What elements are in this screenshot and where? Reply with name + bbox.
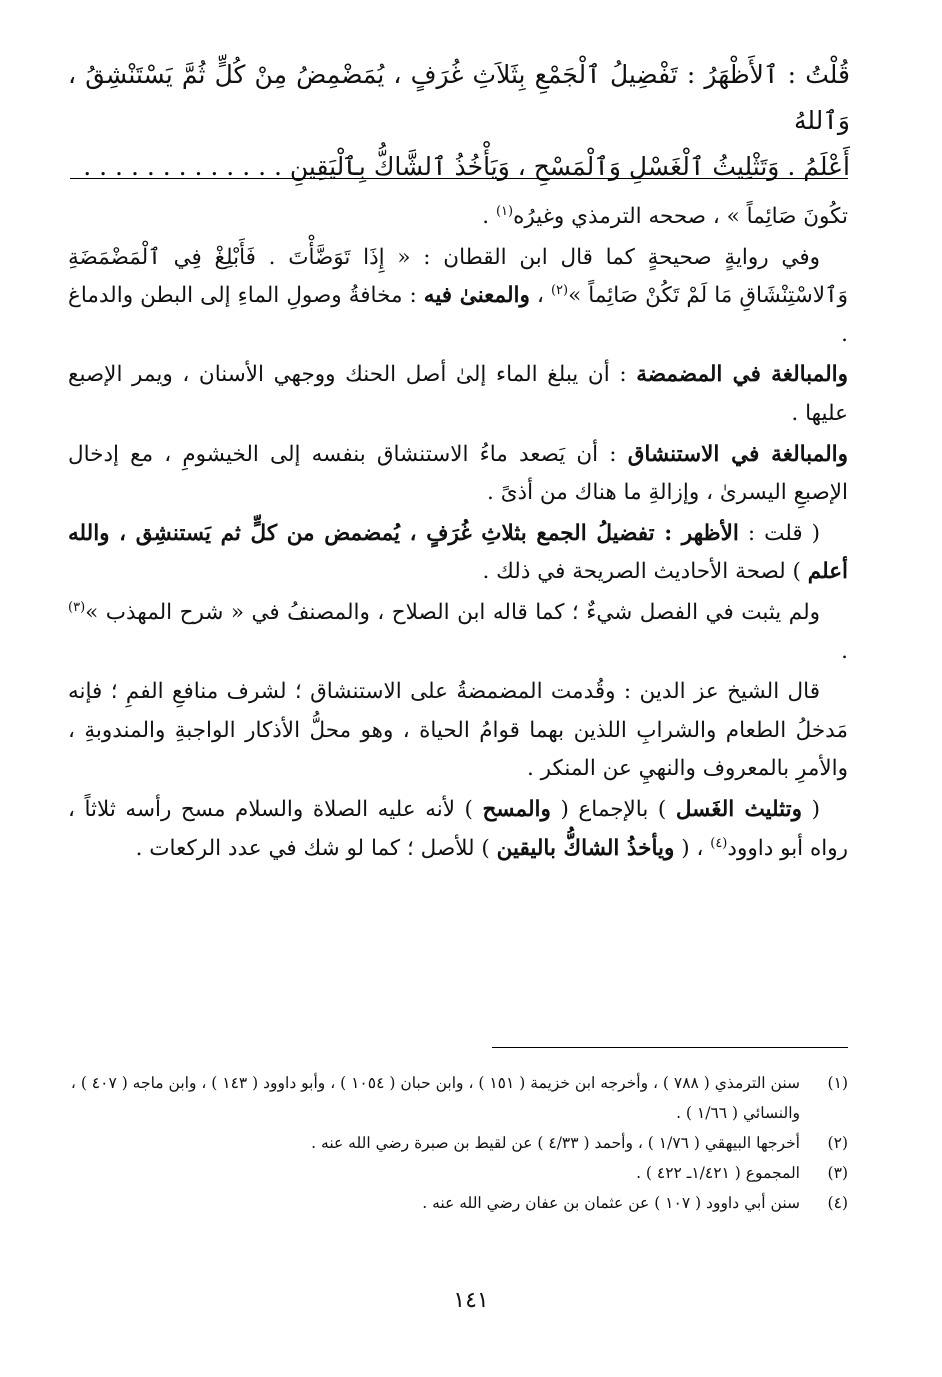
commentary-paragraph-7: قال الشيخ عز الدين : وقُدمت المضمضةُ على الاستنشاق ؛ لشرف منافعِ الفمِ ؛ فإنه مَدخلُ الطعام والشرابِ اللذين بهما قوامُ الحياة ، وهو محلُّ الأذكار الواجبةِ والمندوبةِ ، والأمرِ بالمعروف والنهيِ عن المنكر . bbox=[68, 679, 848, 782]
quoted-main-text: الأظهر : تفضيلُ الجمع بثلاثِ غُرَفٍ ، يُمضمض من كلٍّ ثم يَستنشِق ، والله أعلم bbox=[68, 520, 848, 585]
footnote-item bbox=[70, 1158, 848, 1188]
footnote-number: (٤) bbox=[827, 1194, 848, 1212]
footnote-number: (٣) bbox=[827, 1164, 848, 1182]
main-text-line-2: أَعْلَمُ . وَتَثْلِيثُ ٱلْغَسْلِ وَٱلْمَسْحِ ، وَيَأْخُذُ ٱلشَّاكُّ بِٱلْيَقِينِ . . . . . . . . . . . . . bbox=[83, 152, 850, 181]
footnote-text: المجموع ( ١/٤٢١ـ ٤٢٢ ) . bbox=[636, 1164, 800, 1182]
footnote-text: أخرجها البيهقي ( ١/٧٦ ) ، وأحمد ( ٤/٣٣ ) عن لقيط بن صبرة رضي الله عنه . bbox=[311, 1134, 800, 1152]
footnote-text: سنن الترمذي ( ٧٨٨ ) ، وأخرجه ابن خزيمة ( ١٥١ ) ، وابن حبان ( ١٠٥٤ ) ، وأبو داوود ( ١٤٣ ) ، وابن ماجه ( ٤٠٧ ) ، والنسائي ( ١/٦٦ ) . bbox=[70, 1074, 800, 1122]
footnote-ref-3[interactable]: (٣) bbox=[68, 599, 86, 615]
footnote-ref-1[interactable]: (١) bbox=[495, 203, 514, 219]
commentary-paragraph-3: والمبالغة في المضمضة : أن يبلغ الماء إلىٰ أصل الحنك ووجهي الأسنان ، ويمر الإصبع عليها . bbox=[68, 362, 848, 426]
footnote-ref-2[interactable]: (٢) bbox=[550, 283, 569, 299]
commentary-term: والمبالغة في الاستنشاق bbox=[627, 441, 848, 467]
footnote-number: (١) bbox=[827, 1074, 848, 1092]
footnotes bbox=[70, 1068, 848, 1218]
quoted-main-text: ويأخذُ الشاكُّ باليقين bbox=[496, 835, 675, 861]
commentary-term: والمعنىٰ فيه bbox=[423, 283, 530, 309]
commentary-paragraph-6: ولم يثبت في الفصل شيءٌ ؛ كما قاله ابن الصلاح ، والمصنفُ في « شرح المهذب »$^{(٣)}$ . bbox=[68, 599, 848, 664]
footnote-ref-4[interactable]: (٤) bbox=[710, 835, 728, 851]
page-number: ١٤١ bbox=[453, 1288, 489, 1313]
commentary bbox=[68, 198, 848, 870]
main-text-divider bbox=[70, 178, 848, 179]
footnote-divider bbox=[492, 1047, 848, 1048]
commentary-paragraph-1: تكُونَ صَائِماً » ، صححه الترمذي وغيرُه$^{(١)}$ . bbox=[482, 203, 848, 229]
footnote-text: سنن أبي داوود ( ١٠٧ ) عن عثمان بن عفان رضي الله عنه . bbox=[422, 1194, 800, 1212]
main-text-line-1: قُلْتُ : ٱلأَظْهَرُ : تَفْضِيلُ ٱلْجَمْعِ بِثَلاَثِ غُرَفٍ ، يُمَضْمِضُ مِنْ كُلٍّ ثُمَّ يَسْتَنْشِقُ ، وَٱللهُ bbox=[68, 60, 850, 135]
commentary-paragraph-5: ( قلت : الأظهر : تفضيلُ الجمع بثلاثِ غُرَفٍ ، يُمضمض من كلٍّ ثم يَستنشِق ، والله أعلم ) لصحة الأحاديث الصريحة في ذلك . bbox=[68, 520, 848, 585]
commentary-term: والمبالغة في المضمضة bbox=[636, 362, 848, 388]
main-text bbox=[68, 52, 850, 190]
commentary-paragraph-8: ( وتثليث الغَسل ) بالإجماع ( والمسح ) لأنه عليه الصلاة والسلام مسح رأسه ثلاثاً ، رواه أبو داوود$^{(٤)}$ ، ( ويأخذُ الشاكُّ باليقين ) للأصل ؛ كما لو شك في عدد الركعات . bbox=[68, 796, 848, 861]
quoted-main-text: والمسح bbox=[482, 796, 551, 822]
footnote-number: (٢) bbox=[827, 1134, 848, 1152]
footnote-item bbox=[70, 1188, 848, 1218]
footnote-item bbox=[70, 1128, 848, 1158]
footnote-item bbox=[70, 1068, 848, 1128]
commentary-paragraph-2: وفي روايةٍ صحيحةٍ كما قال ابن القطان : « إِذَا تَوَضَّأْتَ . فَأَبْلِغْ فِي ٱلْمَضْمَضَةِ وَٱلاسْتِنْشَاقِ مَا لَمْ تَكُنْ صَائِماً »$^{(٢)}$ ، والمعنىٰ فيه : مخافةُ وصولِ الماءِ إلى البطن والدماغ . bbox=[68, 244, 848, 347]
quoted-main-text: وتثليث الغَسل bbox=[675, 796, 803, 822]
commentary-paragraph-4: والمبالغة في الاستنشاق : أن يَصعد ماءُ الاستنشاق بنفسه إلى الخيشومِ ، مع إدخال الإصبعِ اليسرىٰ ، وإزالةِ ما هناك من أذىً . bbox=[68, 441, 848, 506]
